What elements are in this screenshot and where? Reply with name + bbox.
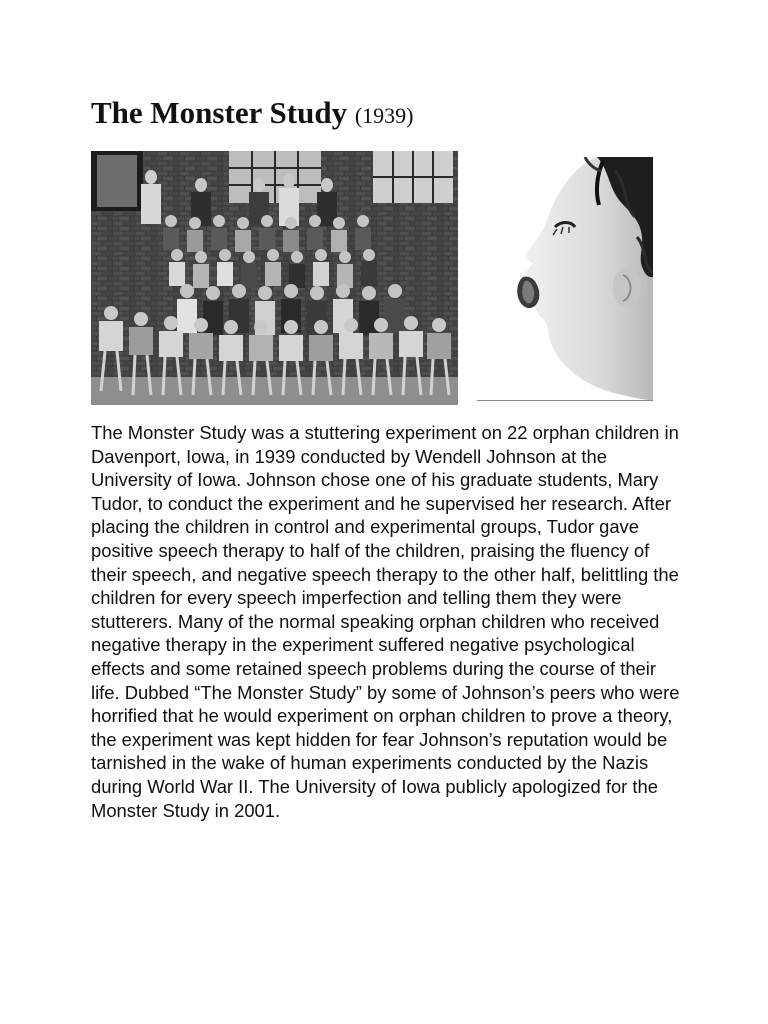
title-main: The Monster Study	[91, 95, 348, 130]
child-photo-drawing	[477, 157, 653, 401]
article-paragraph: The Monster Study was a stuttering experiment on 22 orphan children in Davenport, Iowa, in 1939 conducted by Wendell Johnson at the University of Iowa. Johnson chose one of his graduate students, Mary Tudor, to conduct the experiment and he supervised her research. After placing the children in control and experimental groups, Tudor gave positive speech therapy to half of the children, praising the fluency of their speech, and negative speech therapy to the other half, belittling the children for every speech imperfection and telling them they were stutterers. Many of the normal speaking orphan children who received negative therapy in the experiment suffered negative psychological effects and some retained speech problems during the course of their life. Dubbed “The Monster Study” by some of Johnson’s peers who were horrified that he would experiment on orphan children to prove a theory, the experiment was kept hidden for fear Johnson’s reputation would be tarnished in the wake of human experiments conducted by the Nazis during World War II. The University of Iowa publicly apologized for the Monster Study in 2001.	[91, 422, 680, 821]
child-photo	[477, 157, 653, 401]
child-photo-bottom-rule	[477, 400, 653, 401]
title-year: (1939)	[354, 103, 414, 128]
page-title	[91, 94, 413, 135]
group-photo	[91, 151, 458, 405]
group-photo-drawing	[91, 151, 458, 405]
